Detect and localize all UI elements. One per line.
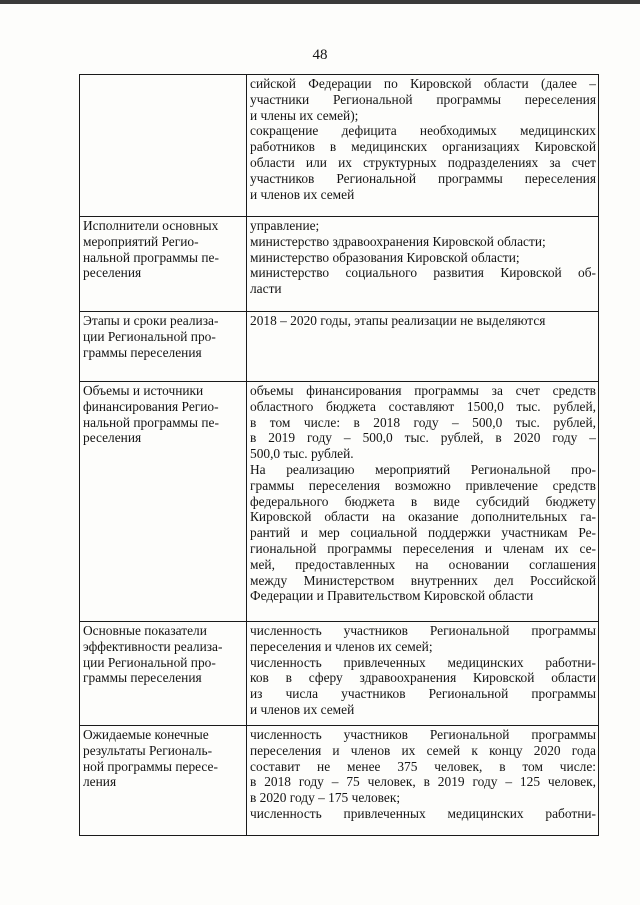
text-line: и члены их семей);	[250, 107, 359, 123]
row-content-cell	[247, 75, 599, 217]
text-line: министерство образования Кировской области;	[250, 249, 520, 265]
row-label-cell	[80, 217, 247, 312]
text-line: 2018 – 2020 годы, этапы реализации не выделяются	[250, 313, 546, 328]
text-line: реселения	[83, 265, 142, 281]
text-line: в том числе: в 2018 году – 500,0 тыс. рублей,	[250, 414, 596, 430]
text-line: Ожидаемые конечные	[83, 727, 209, 742]
text-line: объемы финансирования программы за счет средств	[250, 383, 596, 398]
text-line: переселения и членов их семей к концу 2020 года	[250, 742, 596, 758]
table-row	[80, 217, 599, 312]
text-line: граммы переселения	[83, 344, 202, 360]
text-line: 500,0 тыс. рублей.	[250, 446, 354, 462]
text-line: ласти	[250, 281, 282, 297]
text-line: в 2019 году – 500,0 тыс. рублей, в 2020 году –	[250, 430, 596, 446]
text-line: ков в сферу здравоохранения Кировской области	[250, 670, 596, 686]
text-line: результаты Региональ-	[83, 742, 213, 758]
table-row	[80, 726, 599, 836]
text-line: областного бюджета составляют 1500,0 тыс. рублей,	[250, 398, 596, 414]
text-line: в 2020 году – 175 человек;	[250, 790, 401, 806]
text-line: численность привлеченных медицинских работни-	[250, 805, 596, 821]
row-content-cell	[247, 726, 599, 836]
row-label-cell	[80, 382, 247, 622]
text-line: Исполнители основных	[83, 218, 219, 233]
text-line: области или их структурных подразделениях за счет	[250, 154, 596, 170]
text-line: ции Региональной про-	[83, 654, 216, 670]
text-line: переселения и членов их семей;	[250, 638, 433, 654]
text-line: эффективности реализа-	[83, 638, 223, 654]
text-line: из числа участников Региональной программы	[250, 686, 596, 702]
table-row	[80, 312, 599, 382]
text-line: реселения	[83, 430, 142, 446]
row-content-cell	[247, 382, 599, 622]
program-passport-table	[79, 74, 599, 836]
page-number: 48	[312, 47, 328, 63]
text-line: граммы переселения возможно привлечение средств	[250, 477, 596, 493]
text-line: участников Региональной программы переселения	[250, 170, 596, 186]
row-label-cell	[80, 312, 247, 382]
text-line: нальной программы пе-	[83, 414, 219, 430]
top-scan-edge	[0, 0, 640, 4]
text-line: Основные показатели	[83, 623, 207, 638]
text-line: министерство здравоохранения Кировской области;	[250, 233, 546, 249]
text-line: и членов их семей	[250, 701, 355, 717]
text-line: министерство социального развития Кировской об-	[250, 265, 596, 281]
text-line: Объемы и источники	[83, 383, 204, 398]
text-line: управление;	[250, 218, 320, 233]
text-line: сокращение дефицита необходимых медицинских	[250, 123, 596, 139]
text-line: гиональной программы переселения и членам их се-	[250, 540, 596, 556]
text-line: численность участников Региональной программы	[250, 623, 596, 638]
text-line: в 2018 году – 75 человек, в 2019 году – 125 человек,	[250, 774, 596, 790]
text-line: работников в медицинских организациях Кировской	[250, 139, 596, 155]
table-row	[80, 382, 599, 622]
row-label-cell	[80, 622, 247, 726]
text-line: рантий и мер социальной поддержки участникам Ре-	[250, 525, 596, 541]
text-line: ции Региональной про-	[83, 328, 216, 344]
table-row	[80, 75, 599, 217]
text-line: нальной программы пе-	[83, 249, 219, 265]
text-line: между Министерством внутренних дел Российской	[250, 572, 596, 588]
text-line: финансирования Регио-	[83, 398, 219, 414]
row-content-cell	[247, 217, 599, 312]
row-label-cell	[80, 75, 247, 217]
row-label-cell	[80, 726, 247, 836]
table-row	[80, 622, 599, 726]
text-line: Кировской области на оказание дополнительных га-	[250, 509, 596, 525]
row-content-cell	[247, 622, 599, 726]
text-line: участники Региональной программы переселения	[250, 91, 596, 107]
text-line: численность участников Региональной программы	[250, 727, 596, 742]
text-line: численность привлеченных медицинских работни-	[250, 654, 596, 670]
text-line: Этапы и сроки реализа-	[83, 313, 219, 328]
text-line: граммы переселения	[83, 670, 202, 686]
text-line: сийской Федерации по Кировской области (далее –	[250, 76, 596, 91]
text-line: составит не менее 375 человек, в том числе:	[250, 758, 596, 774]
text-line: На реализацию мероприятий Региональной про-	[250, 461, 596, 477]
text-line: ной программы пересе-	[83, 758, 218, 774]
text-line: и членов их семей	[250, 186, 355, 202]
row-content-cell	[247, 312, 599, 382]
text-line: федерального бюджета в виде субсидий бюджету	[250, 493, 596, 509]
text-line: мей, предоставленных на основании соглашения	[250, 556, 596, 572]
text-line: Федерации и Правительством Кировской области	[250, 588, 534, 604]
text-line: ления	[83, 774, 117, 790]
text-line: мероприятий Регио-	[83, 233, 199, 249]
